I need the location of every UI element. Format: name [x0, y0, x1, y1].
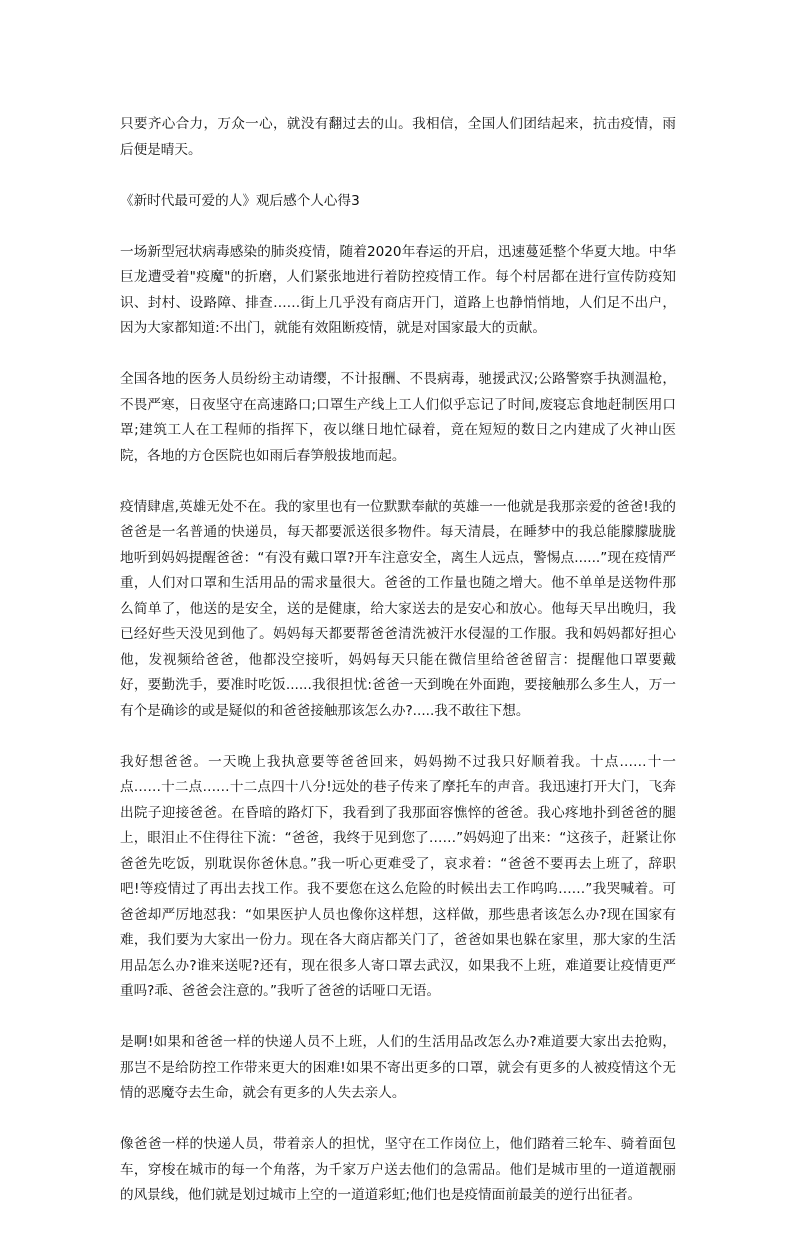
paragraph-waiting-father: 我好想爸爸。一天晚上我执意要等爸爸回来，妈妈拗不过我只好顺着我。十点……十一点……十二点……十二点四十八分!远处的巷子传来了摩托车的声音。我迅速打开大门，飞奔出院子迎接爸爸。在昏暗的路灯下，我看到了我那面容憔悴的爸爸。我心疼地扑到爸爸的腿上，眼泪止不住得往下流：“爸爸，我终于见到您了……”妈妈迎了出来：“这孩子，赶紧让你爸爸先吃饭，别耽误你爸休息。”我一听心更难受了，哀求着：“爸爸不要再去上班了，辞职吧!等疫情过了再出去找工作。我不要您在这么危险的时候出去工作呜呜……”我哭喊着。可爸爸却严厉地怼我：“如果医护人员也像你这样想，这样做，那些患者该怎么办?现在国家有难，我们要为大家出一份力。现在各大商店都关门了，爸爸如果也躲在家里，那大家的生活用品怎么办?谁来送呢?还有，现在很多人寄口罩去武汉，如果我不上班，难道要让疫情更严重吗?乖、爸爸会注意的。”我听了爸爸的话哑口无语。	[120, 753, 676, 999]
section-heading: 《新时代最可爱的人》观后感个人心得3	[120, 192, 360, 209]
paragraph-father-hero: 疫情肆虐,英雄无处不在。我的家里也有一位默默奉献的英雄一一他就是我那亲爱的爸爸!我的爸爸是一名普通的快递员，每天都要派送很多物件。每天清晨，在睡梦中的我总能朦朦胧胧地听到妈妈提醒爸爸：“有没有戴口罩?开车注意安全，离生人远点，警惕点......”现在疫情严重，人们对口罩和生活用品的需求量很大。爸爸的工作量也随之增大。他不单单是送物件那么简单了，他送的是安全，送的是健康，给大家送去的是安心和放心。他每天早出晚归，我已经好些天没见到他了。妈妈每天都要帮爸爸清洗被汗水侵湿的工作服。我和妈妈都好担心他，发视频给爸爸，他都没空接听，妈妈每天只能在微信里给爸爸留言：提醒他口罩要戴好，要勤洗手，要准时吃饭......我很担忧:爸爸一天到晚在外面跑，要接触那么多生人，万一有个是确诊的或是疑似的和爸爸接触那该怎么办?.....我不敢往下想。	[120, 498, 676, 719]
paragraph-couriers: 像爸爸一样的快递人员，带着亲人的担忧，坚守在工作岗位上，他们踏着三轮车、骑着面包车，穿梭在城市的每一个角落，为千家万户送去他们的急需品。他们是城市里的一道道靓丽的风景线，他们就是划过城市上空的一道道彩虹;他们也是疫情面前最美的逆行出征者。	[120, 1136, 676, 1203]
paragraph-epidemic: 一场新型冠状病毒感染的肺炎疫情，随着2020年春运的开启，迅速蔓延整个华夏大地。中华巨龙遭受着"疫魔"的折磨，人们紧张地进行着防控疫情工作。每个村居都在进行宣传防疫知识、封村、设路障、排查……街上几乎没有商店开门，道路上也静悄悄地，人们足不出户，因为大家都知道:不出门，就能有效阻断疫情，就是对国家最大的贡献。	[120, 243, 676, 336]
paragraph-reflection: 是啊!如果和爸爸一样的快递人员不上班，人们的生活用品改怎么办?难道要大家出去抢购，那岂不是给防控工作带来更大的困难!如果不寄出更多的口罩，就会有更多的人被疫情这个无情的恶魔夺去生命，就会有更多的人失去亲人。	[120, 1034, 676, 1101]
paragraph-workers: 全国各地的医务人员纷纷主动请缨，不计报酬、不畏病毒，驰援武汉;公路警察手执测温枪，不畏严寒，日夜坚守在高速路口;口罩生产线上工人们似乎忘记了时间,废寝忘食地赶制医用口罩;建筑工人在工程师的指挥下，夜以继日地忙碌着，竟在短短的数日之内建成了火神山医院，各地的方仓医院也如雨后春笋般拔地而起。	[120, 371, 676, 464]
paragraph-intro: 只要齐心合力，万众一心，就没有翻过去的山。我相信，全国人们团结起来，抗击疫情，雨后便是晴天。	[120, 116, 676, 158]
document-page	[120, 112, 676, 1234]
